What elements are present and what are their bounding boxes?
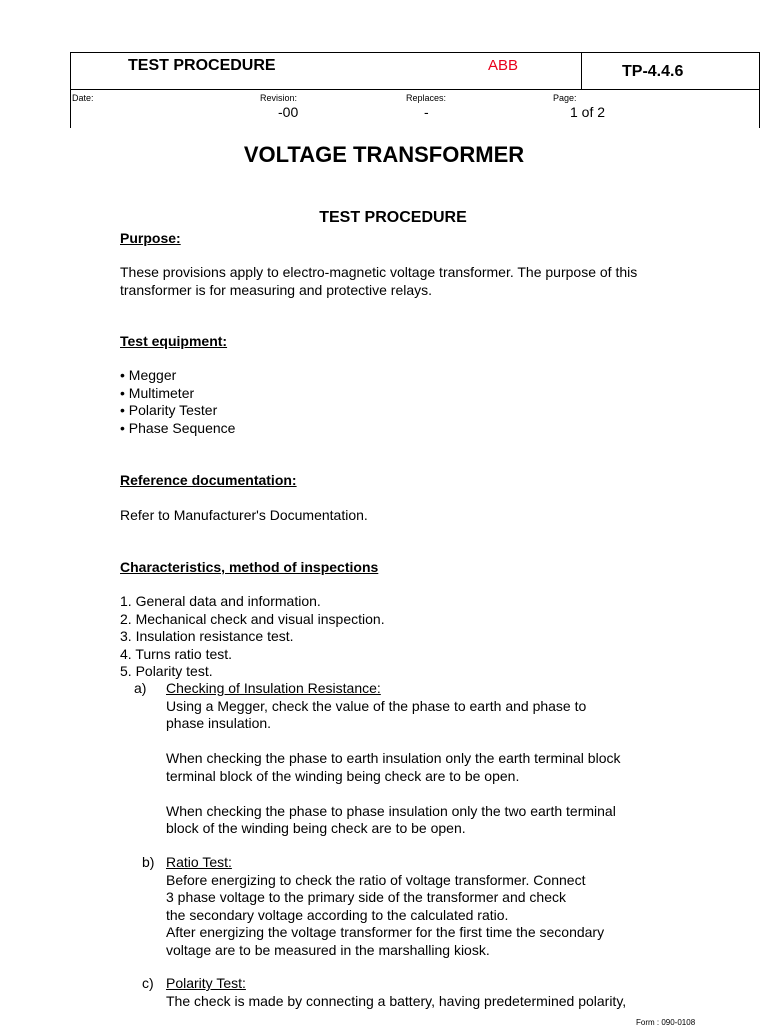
page-value: 1 of 2 bbox=[570, 104, 606, 120]
characteristics-heading: Characteristics, method of inspections bbox=[120, 559, 379, 575]
subsection-a-line: When checking the phase to phase insulation only the two earth terminal bbox=[166, 802, 616, 819]
doc-number: TP-4.4.6 bbox=[622, 63, 684, 80]
characteristics-item: 1. General data and information. bbox=[120, 593, 321, 609]
reference-text: Refer to Manufacturer's Documentation. bbox=[120, 507, 368, 523]
subsection-b-line: Before energizing to check the ratio of voltage transformer. Connect bbox=[166, 871, 586, 888]
characteristics-item: 2. Mechanical check and visual inspection. bbox=[120, 610, 385, 627]
subsection-c-body bbox=[166, 975, 626, 1010]
document-subtitle: TEST PROCEDURE bbox=[319, 209, 467, 226]
equipment-heading: Test equipment: bbox=[120, 333, 228, 349]
reference-heading: Reference documentation: bbox=[120, 472, 297, 488]
subsection-c-marker: c) bbox=[142, 975, 154, 991]
header-separator bbox=[581, 53, 582, 89]
equipment-item: • Multimeter bbox=[120, 384, 195, 401]
document-title: VOLTAGE TRANSFORMER bbox=[243, 142, 525, 167]
subsection-b-line: After energizing the voltage transformer for the first time the secondary bbox=[166, 924, 605, 940]
subsection-c-title: Polarity Test: bbox=[166, 975, 246, 991]
subsection-a-line: phase insulation. bbox=[166, 715, 272, 731]
characteristics-item: 3. Insulation resistance test. bbox=[120, 628, 294, 644]
subsection-a-line: Using a Megger, check the value of the phase to earth and phase to bbox=[166, 697, 587, 714]
replaces-label: Replaces: bbox=[406, 93, 447, 103]
subsection-b-line: 3 phase voltage to the primary side of the transformer and check bbox=[166, 889, 566, 905]
subsection-b-line: the secondary voltage according to the calculated ratio. bbox=[166, 906, 509, 923]
equipment-item: • Megger bbox=[120, 367, 177, 383]
purpose-text bbox=[120, 264, 637, 299]
header-left-rule bbox=[70, 90, 71, 128]
purpose-heading: Purpose: bbox=[120, 230, 181, 246]
subsection-a-line: block of the winding being check are to be open. bbox=[166, 820, 466, 836]
purpose-line: transformer is for measuring and protective relays. bbox=[120, 281, 433, 298]
subsection-a-body bbox=[166, 680, 621, 838]
characteristics-item: 4. Turns ratio test. bbox=[120, 645, 233, 662]
company-logo: ABB bbox=[488, 57, 519, 74]
subsection-a-line: terminal block of the winding being check are to be open. bbox=[166, 767, 520, 784]
equipment-list bbox=[120, 367, 235, 437]
subsection-a-title: Checking of Insulation Resistance: bbox=[166, 680, 381, 696]
equipment-item: • Polarity Tester bbox=[120, 402, 218, 418]
subsection-b-marker: b) bbox=[142, 854, 155, 870]
subsection-b-body bbox=[166, 854, 604, 959]
revision-value: -00 bbox=[278, 104, 299, 120]
subsection-a-line: When checking the phase to earth insulation only the earth terminal block bbox=[166, 750, 621, 766]
subsection-b-line: voltage are to be measured in the marshalling kiosk. bbox=[166, 941, 490, 958]
subsection-c-line: The check is made by connecting a battery, having predetermined polarity, bbox=[166, 992, 627, 1009]
header-right-rule bbox=[759, 90, 760, 128]
equipment-item: • Phase Sequence bbox=[120, 419, 236, 436]
characteristics-item: 5. Polarity test. bbox=[120, 663, 213, 679]
replaces-value: - bbox=[424, 104, 429, 120]
header-title: TEST PROCEDURE bbox=[128, 57, 276, 74]
subsection-a-marker: a) bbox=[134, 680, 147, 696]
characteristics-list bbox=[120, 593, 385, 681]
date-label: Date: bbox=[72, 93, 94, 103]
subsection-b-title: Ratio Test: bbox=[166, 854, 232, 870]
purpose-line: These provisions apply to electro-magnetic voltage transformer. The purpose of this bbox=[120, 264, 638, 280]
page-label: Page: bbox=[553, 93, 577, 103]
revision-label: Revision: bbox=[260, 93, 298, 103]
form-code: Form : 090-0108 bbox=[636, 1018, 696, 1027]
